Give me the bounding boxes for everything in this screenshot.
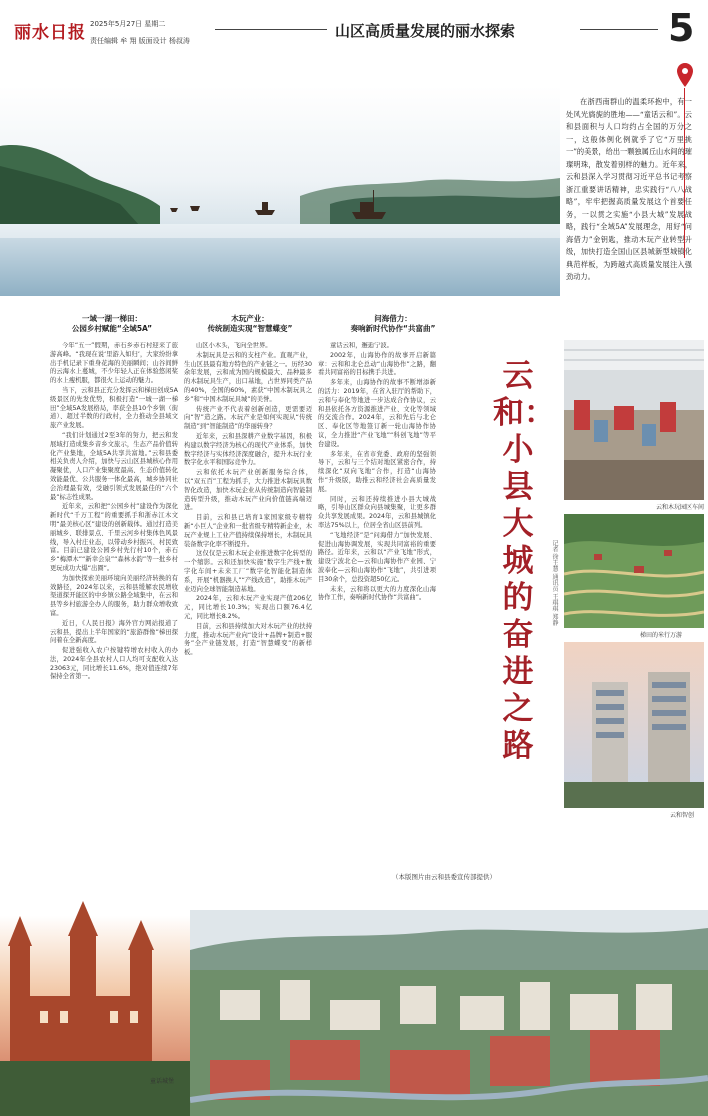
paragraph: 多年来，山海协作的故事不断增添新的活力：2019年，在省入驻厅的帮助下，云和与奉化等地进一步达成合作协议，云和县依托各方资源推进产业、文化等领域的交流合作。2024年，云和先后与北仑区、奉化区等地签订新一轮山海协作协议，全力推进“产业飞地”“科创飞地”等平台建设。 xyxy=(318,379,436,448)
paragraph: 促进强收入农户按键特增农村收入的办法，2024年全县农村人口人均可支配收入达23063元，同比增长11.6%，绝对值连续7年保持全省第一。 xyxy=(50,647,178,681)
header-rule-right xyxy=(580,29,658,30)
editor-credits: 责任编辑 牟 翔 版面设计 杨叔涛 xyxy=(90,37,190,45)
paragraph: “飞地经济”是“问海借力”加快发展、促进山海协调发展，实现共同富裕的重要路径。近年来，云和以“产业飞地”形式，建设宁波北仑—云和山海协作产业园、宁波奉化—云和山海协作“飞地”，共引进项目30余个，总投资超50亿元。 xyxy=(318,531,436,583)
paragraph: 这仅仅是云和木玩企业推进数字化转型的一个缩影。云和还加快实施“数字生产线+数字化车间+未来工厂”数字化智能化制造体系，开展“机器换人”“产线改造”，助推木玩产业迈向全球智能制造基地。 xyxy=(184,550,312,593)
paragraph: 今年“五一”假期，赤石乡赤石村迎来了旅游高峰。“我现在说‘里游入如归’，大家纷纷拿出手机记录下重身花海的美丽瞬间；山谷间鲜的云海水上蔓城，不少年轻人正在体验悠闲桨的水上瘦机服，都很火上运动的魅力。 xyxy=(50,342,178,385)
map-pin-icon xyxy=(676,62,694,88)
paragraph: 云和依托木玩产业创新服务综合体，以“双五百”工程为抓手，大力推进木制玩具数智化改造，加快木玩企业从传统制造向智能制造转型升级，推动木玩产业向价值链高端迈进。 xyxy=(184,469,312,512)
caption-terraces: 梯田的米行万游 xyxy=(640,632,683,639)
paragraph: 童话云和，邂逅宁波。 xyxy=(330,342,393,349)
article-title: 云和：小县大城的奋进之路 xyxy=(493,358,555,764)
paragraph: 山区小木头，飞向全世界。 xyxy=(196,342,272,349)
hero-lake-photo xyxy=(0,86,560,296)
paragraph: 近年来，云和把“公园乡村”建设作为深化新时代“千万工程”的重要抓手和浙赤江木文明“最美核心区”建设的创新载体。通过打造美丽城乡、联排景点、千里云河乡村集体色风景线，导入村庄业态，以带动乡村振兴、村民致富。目前已建设公园乡村先行村10个，赤石乡“梅潭木”“新幸会泉”“森林水韵”等一批乡村更玩成功大爆“出圈”。 xyxy=(50,503,178,572)
paragraph: 目前，云和县已培育1家国家级专精特新“小巨人”企业和一批省级专精特新企业，木玩产业规上工业产值持续保持增长，木制玩具装备数字化率不断提升。 xyxy=(184,514,312,548)
col1-heading: 一域一湖一梯田： 公园乡村赋能“全域5A” xyxy=(71,314,153,333)
page-number: 5 xyxy=(668,6,695,50)
photo-credit: （本版图片由云和县委宣传部提供） xyxy=(392,873,496,881)
paragraph: “我们计划通过2至3年的努力，把云和发展域打造成集乡音乡文旅示，生态产品价值转化产业集地，全域5A共享共富地。”云和县委相关负责人介绍，加快与云山区县城核心作用凝聚优，人口产业集聚度最高、生态价值转化效能最优、公共服务一体化最高，城乡协同社会治理最有效，受融引领式发展最佳的“六个最”标志性成果。 xyxy=(50,431,178,501)
paragraph: 多年来，在省市党委、政府的坚强领导下，云和与三个结对地区紧密合作，持续深化“双向飞地”合作，打造“山海协作”升级版，助推云和经济社会高质量发展。 xyxy=(318,450,436,493)
buildings-photo xyxy=(564,642,704,808)
section-title: 山区高质量发展的丽水探索 xyxy=(335,22,516,40)
paragraph: 传统产业不代表着创新创造，更需要迈向“智”造之路。木玩产业是如何实现从“传统制造”到“智能制造”的华丽转身？ xyxy=(184,405,312,431)
paragraph: 同时，云和还持续推进小县大城战略，引导山区群众向县城集聚，让更多群众共享发展成果。2024年，云和县城镇化率达75%以上，位居全省山区县前列。 xyxy=(318,495,436,529)
paragraph: 当下，云和县正充分发挥云和梯田创成5A级景区的先发优势，积极打造“一城一湖一梯田”全域5A发展格局，率获全县10个乡镇（街道）、超过半数的行政村，全力推动全县域文旅产业发展。 xyxy=(50,386,178,430)
intro-paragraph: 在浙西南群山的温柔环抱中，有一处风光旖旎的胜地——“童话云和”。云和县面积与人口均约占全国的万分之一，这般体例化例就乎了它“万里挑一”的美景，给出一颗独属丘山水间的璀璨明珠，散发着别样的魅力。近年来，云和县深入学习贯彻习近平总书记考察浙江重要讲话精神，忠实践行“八八战略”，牢牢把握高质量发展这个首要任务，一以贯之实施“小县大城”发展战略，践行“全域5A”发展理念，用好“问海借力”金钥匙，推动木玩产业转型升级，加快打造全国山区县城新型城镇化典范样板，为跨越式高质量发展注入强劲动力。 xyxy=(566,97,692,281)
paragraph: 木制玩具是云和的支柱产业。直观产业，生山区县最有地方特色的产业链之一。历经30余年发展，云和成为国内规模最大、品种最多的木制玩具生产，出口基地，占世界同类产品的40%，全国的60%，素获“中国木制玩具之乡”和“中国木制玩具城”的美誉。 xyxy=(184,351,312,403)
city-panorama-photo xyxy=(190,910,708,1116)
reporter-byline: 记者 徐王慧 通讯员 王琪琪 郑静 xyxy=(551,540,558,626)
paragraph: 近年来，云和县深耕产业数字基因，积极构建以数字经济为核心的现代产业体系，加快数字经济与实体经济深度融合，提升木玩行业数字化水平和国际竞争力。 xyxy=(184,432,312,467)
paragraph: 未来，云和将以更大的力度深化山海协作工作，奏响新时代协作“共富曲”。 xyxy=(318,585,436,602)
caption-buildings: 云和智创 xyxy=(670,812,695,819)
page-header xyxy=(0,0,708,62)
terraces-photo xyxy=(564,514,704,628)
header-rule-left xyxy=(215,29,327,30)
factory-photo xyxy=(564,340,704,500)
caption-castle: 童话城堡 xyxy=(150,1078,175,1085)
caption-factory: 云和木玩园区车间 xyxy=(656,504,705,511)
article-column-1 xyxy=(50,342,178,928)
article-column-3 xyxy=(318,342,436,862)
article-column-2 xyxy=(184,342,312,822)
newspaper-logo: 丽水日报 xyxy=(14,23,86,43)
paragraph: 目前，云和县持续加大对木玩产业的扶持力度，推动木玩产业向“设计+品牌+制造+服务”全产业链发展，打造“智慧蝶变”的新样板。 xyxy=(184,622,312,657)
paragraph: 2002年，山海协作的故事开启新篇章：云和和北仑总动“山海协作”之路，翻看共同富裕的目标携手共进。 xyxy=(318,351,436,377)
paragraph: 为加快探索美丽环境向美丽经济转换的有效路径，2024年以来，云和县缓解农民增收渠道探开能区的中乡镇公路全域集中，在云和县等乡村旅游全办人的服务，助力群众增收致富。 xyxy=(50,574,178,617)
col3-heading: 问海借力： 奏响新时代协作“共富曲” xyxy=(350,314,436,333)
issue-date: 2025年5月27日 星期二 xyxy=(90,20,166,28)
paragraph: 近日，《人民日报》海外官方网站报道了云和县，提出上半年国家的“旅游群像”梯田探问着在全新高度。 xyxy=(50,619,178,645)
paragraph: 2024年，云和木玩产业实现产值206亿元，同比增长10.3%；实现出口额76.4亿元，同比增长8.2%。 xyxy=(184,595,312,620)
col2-heading: 木玩产业： 传统制造实现“智慧蝶变” xyxy=(207,314,293,333)
